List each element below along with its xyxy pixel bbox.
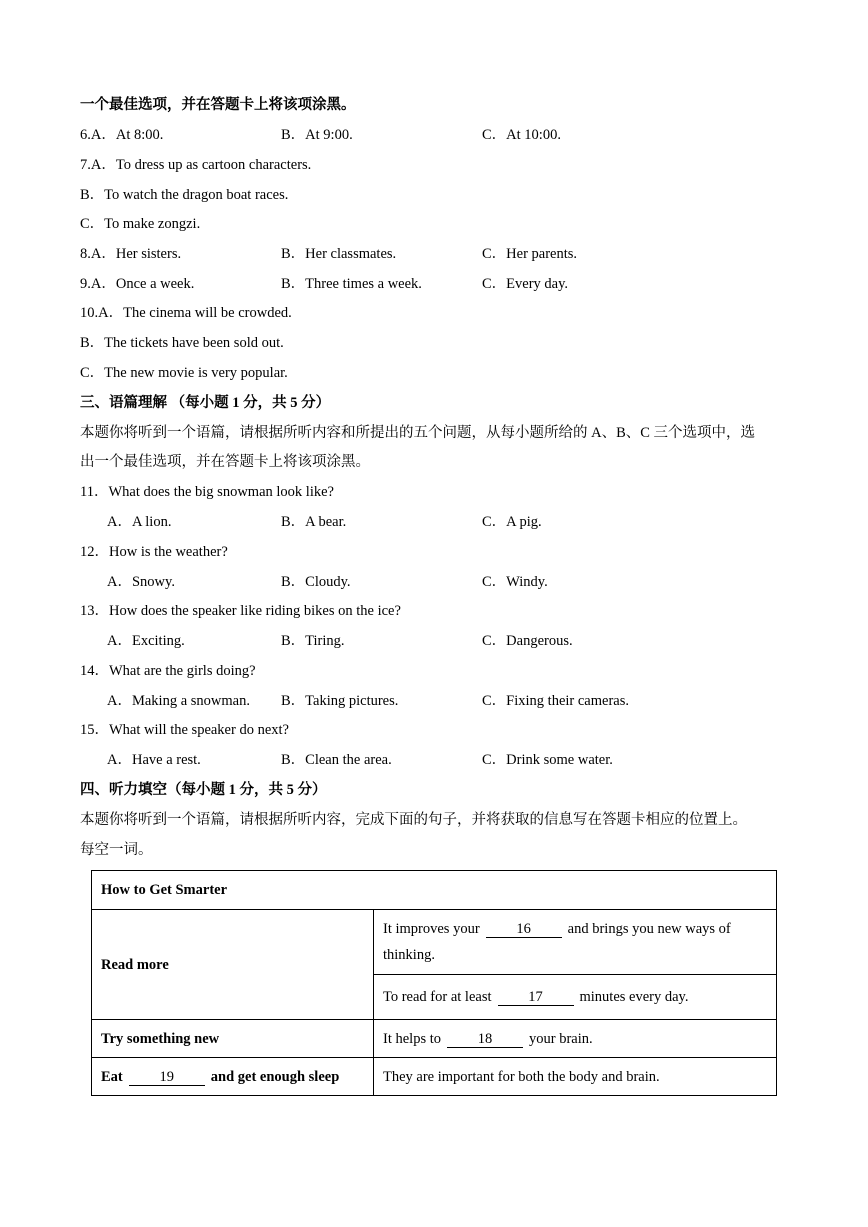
section-intro-line: 一个最佳选项，并在答题卡上将该项涂黑。 (80, 97, 356, 113)
q7-option-c: C．To make zongzi. (80, 216, 201, 232)
q14-option-b: B．Taking pictures. (281, 693, 399, 709)
part4-heading: 四、听力填空（每小题 1 分，共 5 分） (80, 782, 327, 798)
q11-option-a: A．A lion. (107, 514, 172, 530)
part3-heading: 三、语篇理解 （每小题 1 分，共 5 分） (80, 395, 331, 411)
q9-option-a: 9.A．Once a week. (80, 276, 195, 292)
row1b-pre-text: To read for at least (383, 989, 492, 1005)
row2-pre-text: It helps to (383, 1030, 441, 1047)
row2-post-text: your brain. (529, 1030, 593, 1047)
q6-option-c: C．At 10:00. (482, 127, 561, 143)
q8-option-b: B．Her classmates. (281, 246, 397, 262)
row1b-post-text: minutes every day. (579, 989, 689, 1005)
row3-label-post: and get enough sleep (210, 1068, 340, 1085)
row1a-continued-text: thinking. (383, 947, 435, 963)
q15-option-a: A．Have a rest. (107, 752, 201, 768)
part3-instruction-line1: 本题你将听到一个语篇，请根据所听内容和所提出的五个问题，从每小题所给的 A、B、C 三个选项中，选 (80, 425, 756, 441)
q7-option-b: B．To watch the dragon boat races. (80, 187, 289, 203)
q12-option-b: B．Cloudy. (281, 574, 351, 590)
row-read-more-cell-1 (374, 910, 777, 975)
row-try-something-new-label: Try something new (92, 1020, 374, 1058)
fill-in-table (91, 870, 777, 1096)
part4-instruction-line1: 本题你将听到一个语篇，请根据所听内容，完成下面的句子，并将获取的信息写在答题卡相应的位置上。 (80, 812, 747, 828)
q9-option-c: C．Every day. (482, 276, 569, 292)
q15-question: 15．What will the speaker do next? (80, 722, 289, 738)
q12-question: 12．How is the weather? (80, 544, 228, 560)
q10-option-b: B．The tickets have been sold out. (80, 335, 284, 351)
q13-option-b: B．Tiring. (281, 633, 345, 649)
blank-19: 19 (129, 1069, 205, 1086)
blank-16: 16 (486, 921, 562, 938)
q14-option-a: A．Making a snowman. (107, 693, 250, 709)
q6-option-a: 6.A．At 8:00. (80, 127, 164, 143)
blank-18: 18 (447, 1031, 523, 1048)
q13-option-c: C．Dangerous. (482, 633, 573, 649)
q11-question: 11．What does the big snowman look like? (80, 484, 334, 500)
row-eat-cell: They are important for both the body and brain. (374, 1058, 777, 1096)
q6-option-b: B．At 9:00. (281, 127, 353, 143)
blank-17: 17 (498, 989, 574, 1006)
part4-instruction-line2: 每空一词。 (80, 842, 153, 858)
q12-option-c: C．Windy. (482, 574, 548, 590)
q10-option-a: 10.A．The cinema will be crowded. (80, 305, 292, 321)
q7-option-a: 7.A．To dress up as cartoon characters. (80, 157, 312, 173)
q15-option-c: C．Drink some water. (482, 752, 613, 768)
table-title: How to Get Smarter (92, 871, 777, 910)
q8-option-c: C．Her parents. (482, 246, 578, 262)
row-eat-label (92, 1058, 374, 1096)
q8-option-a: 8.A．Her sisters. (80, 246, 182, 262)
row1a-post-text: and brings you new ways of (567, 921, 731, 937)
q15-option-b: B．Clean the area. (281, 752, 392, 768)
q14-question: 14．What are the girls doing? (80, 663, 256, 679)
q14-option-c: C．Fixing their cameras. (482, 693, 629, 709)
q13-question: 13．How does the speaker like riding bikes on the ice? (80, 603, 401, 619)
q12-option-a: A．Snowy. (107, 574, 175, 590)
row-read-more-cell-2 (374, 975, 777, 1020)
q10-option-c: C．The new movie is very popular. (80, 365, 288, 381)
q9-option-b: B．Three times a week. (281, 276, 422, 292)
q11-option-b: B．A bear. (281, 514, 347, 530)
q13-option-a: A．Exciting. (107, 633, 185, 649)
part3-instruction-line2: 出一个最佳选项，并在答题卡上将该项涂黑。 (80, 454, 370, 470)
row-try-something-new-cell (374, 1020, 777, 1058)
q11-option-c: C．A pig. (482, 514, 542, 530)
row3-label-pre: Eat (101, 1068, 123, 1085)
row1a-pre-text: It improves your (383, 921, 480, 937)
row-read-more-label: Read more (92, 910, 374, 1020)
